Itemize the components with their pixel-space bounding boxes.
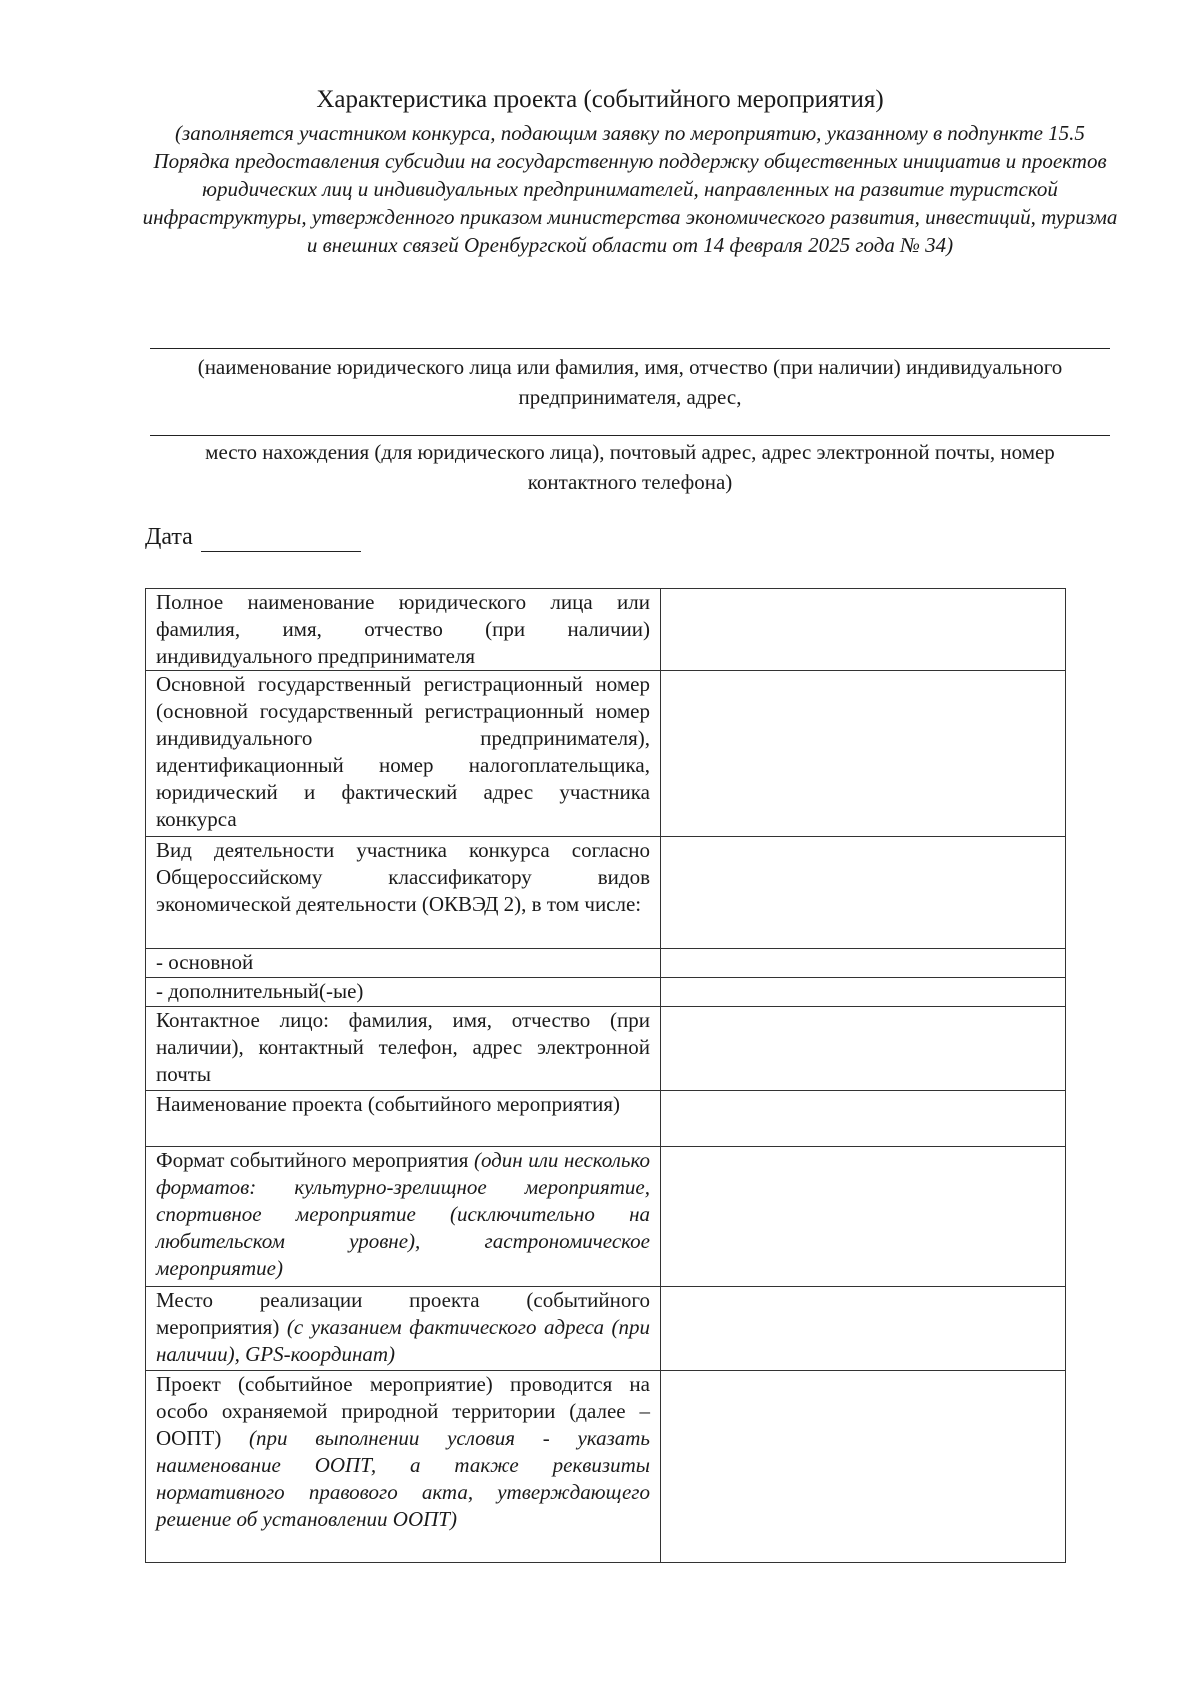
row-label: Наименование проекта (событийного мероприятия) [146, 1091, 661, 1147]
row-value-cell[interactable] [661, 671, 1066, 837]
row-label: Место реализации проекта (событийного мероприятия) (с указанием фактического адреса (при наличии), GPS-координат) [146, 1287, 661, 1371]
row-label: Вид деятельности участника конкурса согласно Общероссийскому классификатору видов экономической деятельности (ОКВЭД 2), в том числе: [146, 837, 661, 949]
row-value-cell[interactable] [661, 1287, 1066, 1371]
row-label: - основной [146, 949, 661, 978]
row-value-cell[interactable] [661, 1371, 1066, 1563]
applicant-caption-2: место нахождения (для юридического лица), почтовый адрес, адрес электронной почты, номер контактного телефона) [205, 440, 1055, 494]
table-row [146, 1147, 1066, 1287]
table-row [146, 978, 1066, 1007]
row-value-cell[interactable] [661, 837, 1066, 949]
row-value-cell[interactable] [661, 949, 1066, 978]
table-row [146, 1007, 1066, 1091]
table-row [146, 589, 1066, 671]
row-hint: (один или несколько форматов: культурно-зрелищное мероприятие, спортивное мероприятие (исключительно на любительском уровне), гастрономическое мероприятие) [156, 1148, 651, 1280]
table-row [146, 1287, 1066, 1371]
date-label: Дата [145, 524, 193, 550]
row-value-cell[interactable] [661, 1147, 1066, 1287]
row-value-cell[interactable] [661, 978, 1066, 1007]
table-row [146, 837, 1066, 949]
row-label: Контактное лицо: фамилия, имя, отчество (при наличии), контактный телефон, адрес электронной почты [146, 1007, 661, 1091]
row-label: Полное наименование юридического лица или фамилия, имя, отчество (при наличии) индивидуального предпринимателя [146, 589, 661, 671]
applicant-line-1[interactable] [150, 348, 1110, 349]
table-row [146, 671, 1066, 837]
document-title: Характеристика проекта (событийного мероприятия) [316, 86, 884, 113]
row-label: Проект (событийное мероприятие) проводится на особо охраняемой природной территории (далее – ООПТ) (при выполнении условия - указать наименование ООПТ, а также реквизиты нормативного правового акта, утверждающего решение об установлении ООПТ) [146, 1371, 661, 1563]
row-value-cell[interactable] [661, 1091, 1066, 1147]
applicant-caption-1: (наименование юридического лица или фамилия, имя, отчество (при наличии) индивидуального предпринимателя, адрес, [197, 355, 1063, 409]
table-row [146, 1091, 1066, 1147]
row-label: - дополнительный(-ые) [146, 978, 661, 1007]
row-value-cell[interactable] [661, 589, 1066, 671]
row-label: Основной государственный регистрационный номер (основной государственный регистрационный номер индивидуального предпринимателя), идентификационный номер налогоплательщика, юридический и фактический адрес участника конкурса [146, 671, 661, 837]
date-field [145, 522, 361, 552]
applicant-line-2[interactable] [150, 435, 1110, 436]
row-hint: (с указанием фактического адреса (при наличии), GPS-координат) [156, 1315, 651, 1366]
table-row [146, 949, 1066, 978]
project-characteristics-table [145, 588, 1066, 1563]
row-value-cell[interactable] [661, 1007, 1066, 1091]
table-row [146, 1371, 1066, 1563]
date-blank-line[interactable] [201, 527, 361, 552]
document-subtitle: (заполняется участником конкурса, подающим заявку по мероприятию, указанному в подпункте 15.5 Порядка предоставления субсидии на государственную поддержку общественных инициатив и проектов юридических лиц и индивидуальных предпринимателей, направленных на развитие туристской инфраструктуры, утвержденного приказом министерства экономического развития, инвестиций, туризма и внешних связей Оренбургской области от 14 февраля 2025 года № 34) [142, 121, 1118, 257]
row-label: Формат событийного мероприятия (один или несколько форматов: культурно-зрелищное мероприятие, спортивное мероприятие (исключительно на любительском уровне), гастрономическое мероприятие) [146, 1147, 661, 1287]
row-hint: (при выполнении условия - указать наименование ООПТ, а также реквизиты нормативного правового акта, утверждающего решение об установлении ООПТ) [156, 1426, 650, 1531]
